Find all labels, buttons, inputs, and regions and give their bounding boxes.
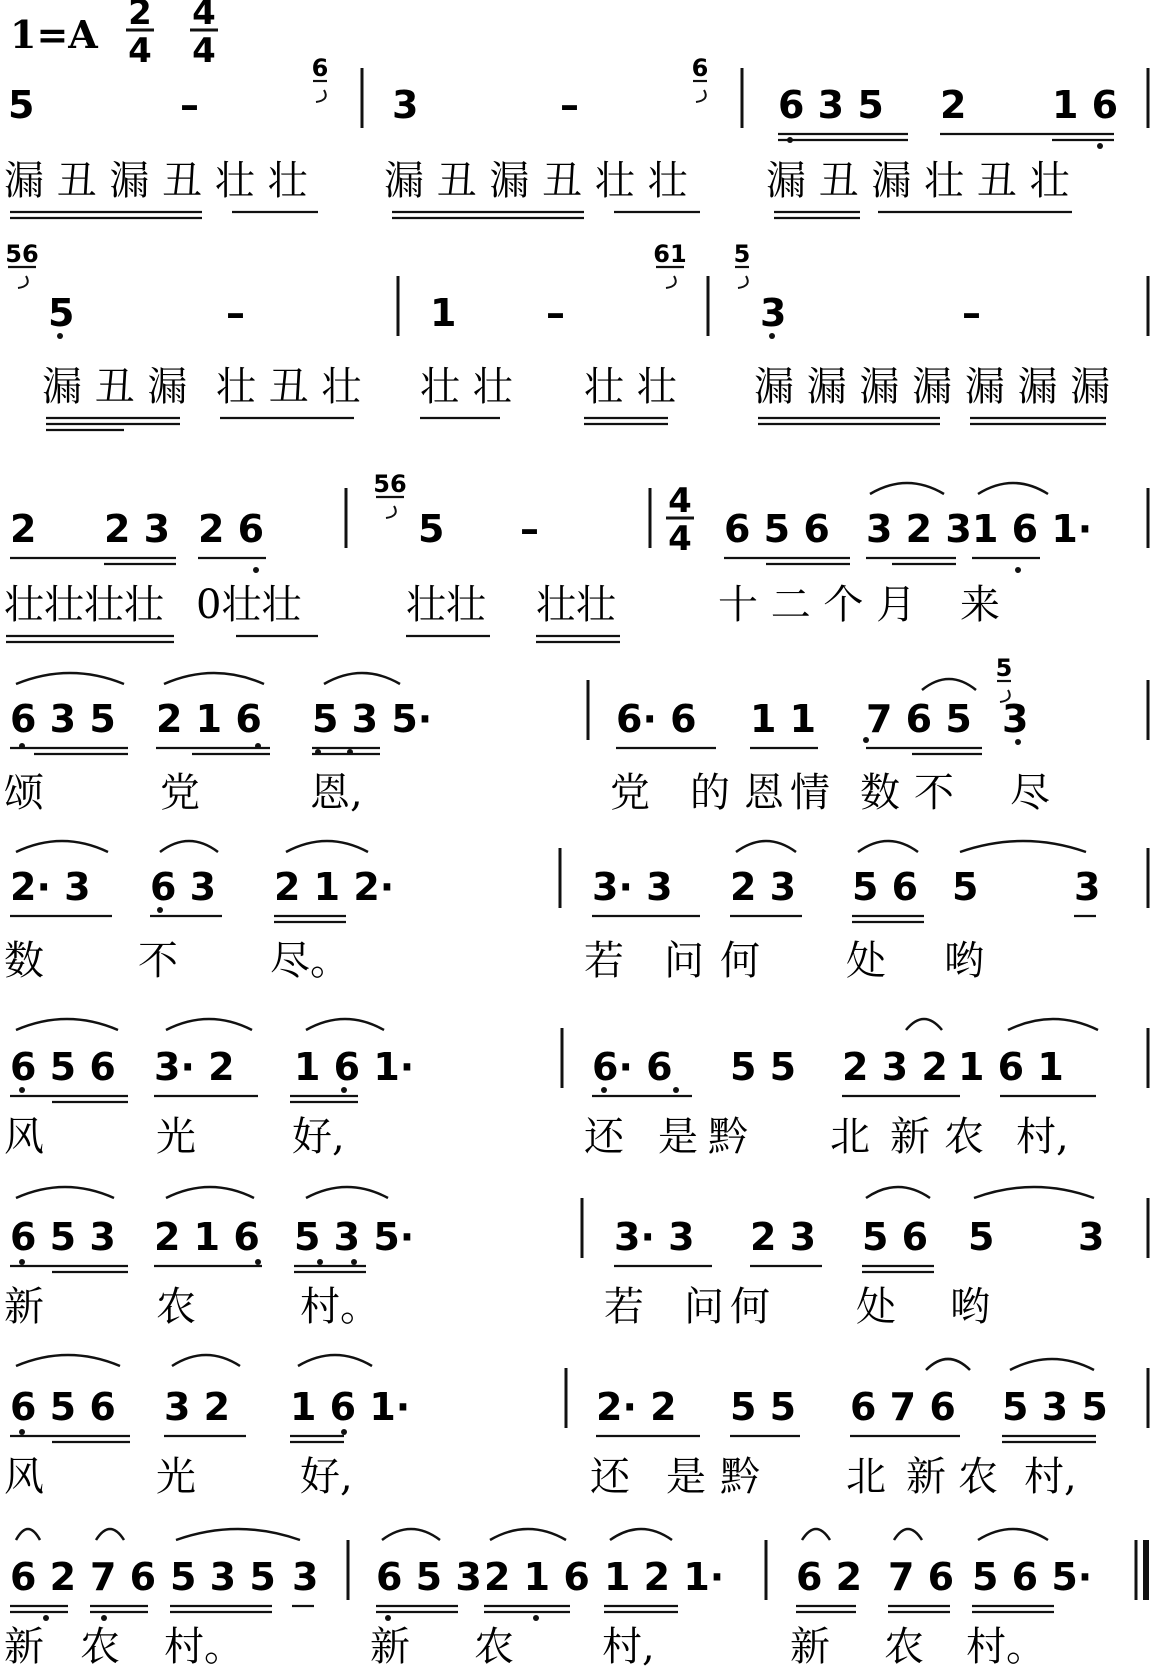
notation-note: 5 — [48, 291, 75, 335]
lyric: 农 — [474, 1624, 514, 1670]
slur — [16, 673, 124, 684]
octave-dot — [1015, 567, 1021, 573]
time-signature-2-4-top: 2 — [128, 0, 152, 33]
octave-dot — [341, 1429, 347, 1435]
lyric: 新 — [370, 1624, 410, 1670]
notation-note: 2 — [10, 507, 37, 551]
lyric: 村。 — [300, 1284, 380, 1330]
lyric: 还 — [584, 1114, 624, 1160]
notation-note: 7 6 5 — [866, 697, 972, 741]
notation-note: 3 — [392, 83, 419, 127]
grace-hook — [666, 276, 676, 288]
slur — [610, 1529, 672, 1540]
lyric: 不 — [914, 770, 954, 816]
notation-note: 2· 2 — [596, 1385, 677, 1429]
lyric: 数 — [4, 938, 44, 984]
lyric: 壮壮壮壮 — [4, 582, 164, 628]
slur — [298, 1355, 372, 1366]
slur — [164, 673, 264, 684]
slur — [324, 673, 400, 684]
lyric: 问 — [664, 938, 704, 984]
notation-note: 6 5 6 — [10, 1385, 116, 1429]
grace-note: 61 — [653, 240, 687, 268]
slur — [286, 841, 368, 852]
slur — [176, 1529, 300, 1540]
notation-note: 5 6 — [862, 1215, 929, 1259]
notation-note: 1 6 1· — [972, 507, 1093, 551]
slur — [16, 1019, 118, 1030]
lyric: 新 — [790, 1624, 830, 1670]
grace-hook — [738, 276, 748, 288]
notation-note: 5 3 5· — [312, 697, 433, 741]
notation-note: 5 3 5· — [294, 1215, 415, 1259]
notation-note: 2· 3 — [10, 865, 91, 909]
notation-note: 3 — [1002, 697, 1029, 741]
notation-note: 6 3 — [150, 865, 217, 909]
score-texts — [4, 0, 1118, 1670]
notation-note: 5 6 5· — [972, 1555, 1093, 1599]
notation-note: 5 3 5 — [170, 1555, 276, 1599]
lyric: 风 — [4, 1454, 44, 1500]
lyric: 好, — [300, 1454, 353, 1500]
notation-note: 2 3 — [104, 507, 171, 551]
notation-note: 3· 2 — [154, 1045, 235, 1089]
lyric: 漏 丑 漏 — [42, 364, 188, 410]
grace-hook — [696, 90, 706, 102]
slur — [858, 841, 918, 852]
lyric: 光 — [156, 1454, 196, 1500]
slur — [922, 679, 976, 690]
lyric: 村。 — [966, 1624, 1046, 1670]
octave-dot — [385, 1615, 391, 1621]
slur — [1010, 1359, 1094, 1370]
lyric: 黔 — [708, 1114, 748, 1160]
notation-note: 7 6 — [888, 1555, 955, 1599]
grace-note: 6 — [691, 54, 709, 82]
notation-note: 2 — [940, 83, 967, 127]
notation-note: 3 — [1078, 1215, 1105, 1259]
slur — [802, 1529, 830, 1540]
octave-dot — [253, 567, 259, 573]
slur — [306, 1187, 388, 1198]
notation-note: 2 1 2· — [274, 865, 395, 909]
lyric: 0壮壮 — [196, 582, 302, 628]
octave-dot — [533, 1615, 539, 1621]
lyric: 党 — [610, 770, 650, 816]
notation-note: 3 2 3 — [866, 507, 972, 551]
lyric: 是 — [658, 1114, 698, 1160]
slur — [870, 483, 944, 494]
notation-note: – — [520, 507, 539, 551]
lyric: 还 — [590, 1454, 630, 1500]
lyric: 恩 — [744, 770, 784, 816]
lyric: 壮壮 — [536, 582, 616, 628]
notation-note: 3 — [760, 291, 787, 335]
lyric: 好, — [292, 1114, 345, 1160]
slur — [926, 1359, 970, 1370]
lyric: 漏 漏 漏 漏 漏 漏 漏 — [754, 364, 1111, 410]
notation-note: 5 6 — [852, 865, 919, 909]
grace-note: 6 — [311, 54, 329, 82]
lyric: 漏 丑 漏 壮 丑 壮 — [766, 158, 1070, 204]
lyric: 新 — [4, 1284, 44, 1330]
lyric: 漏 丑 漏 丑 壮 壮 — [384, 158, 688, 204]
notation-note: 6 3 5 — [10, 697, 116, 741]
lyric: 恩, — [310, 770, 363, 816]
time-signature-change-top: 4 — [668, 481, 692, 521]
lyric: 壮壮 — [406, 582, 486, 628]
lyric: 农 — [156, 1284, 196, 1330]
slur — [16, 841, 108, 852]
lyric: 若 — [604, 1284, 644, 1330]
lyric: 来 — [960, 582, 1000, 628]
notation-note: 2 3 — [750, 1215, 817, 1259]
slur — [974, 1187, 1094, 1198]
notation-note: 6 5 3 — [376, 1555, 482, 1599]
lyric: 漏 丑 漏 丑 壮 壮 — [4, 158, 308, 204]
slur — [490, 1529, 566, 1540]
lyric: 新 — [4, 1624, 44, 1670]
notation-note: 1 6 — [1052, 83, 1119, 127]
notation-note: 2 3 2 — [842, 1045, 948, 1089]
notation-note: 6· 6 — [592, 1045, 673, 1089]
notation-note: 1 6 1· — [294, 1045, 415, 1089]
notation-note: 5 3 5 — [1002, 1385, 1108, 1429]
notation-note: 3 2 — [164, 1385, 231, 1429]
lyric: 新 — [890, 1114, 930, 1160]
octave-dot — [317, 1259, 323, 1265]
notation-note: 6 2 — [796, 1555, 863, 1599]
lyric: 农 — [884, 1624, 924, 1670]
lyric: 哟 — [950, 1284, 990, 1330]
notation-note: 5 — [968, 1215, 995, 1259]
time-signature-4-4-bottom: 4 — [192, 31, 216, 71]
notation-note: 6 5 3 — [10, 1215, 116, 1259]
slur — [978, 483, 1048, 494]
slur — [906, 1019, 942, 1030]
lyric: 处 — [856, 1284, 896, 1330]
lyric: 问 — [684, 1284, 724, 1330]
grace-hook — [18, 276, 28, 288]
lyric: 村, — [602, 1624, 655, 1670]
time-signature-2-4-bottom: 4 — [128, 31, 152, 71]
lyric: 何 — [720, 938, 760, 984]
slur — [736, 841, 796, 852]
slur — [96, 1529, 124, 1540]
slur — [16, 1529, 40, 1540]
lyric: 是 — [666, 1454, 706, 1500]
octave-dot — [19, 1429, 25, 1435]
notation-note: 6 5 6 — [724, 507, 830, 551]
slur — [166, 1187, 254, 1198]
notation-note: 6· 6 — [616, 697, 697, 741]
lyric: 农 — [944, 1114, 984, 1160]
lyric: 尽。 — [270, 938, 350, 984]
slur — [172, 1355, 240, 1366]
notation-note: 1 2 1· — [604, 1555, 725, 1599]
notation-note: 3· 3 — [592, 865, 673, 909]
lyric: 壮 丑 壮 — [216, 364, 362, 410]
lyric: 北 — [846, 1454, 886, 1500]
notation-note: 1 6 1· — [290, 1385, 411, 1429]
notation-note: 1 — [430, 291, 457, 335]
grace-hook — [316, 90, 326, 102]
lyric: 不 — [138, 938, 178, 984]
notation-note: 2 3 — [730, 865, 797, 909]
slur — [382, 1529, 440, 1540]
notation-note: 5 5 — [730, 1385, 797, 1429]
octave-dot — [19, 1259, 25, 1265]
notation-note: 5 5 — [730, 1045, 797, 1089]
lyric: 若 — [584, 938, 624, 984]
lyric: 农 — [958, 1454, 998, 1500]
notation-note: – — [560, 83, 579, 127]
lyric: 风 — [4, 1114, 44, 1160]
lyric: 颂 — [4, 770, 44, 816]
notation-note: 5 — [418, 507, 445, 551]
time-signature-4-4-top: 4 — [192, 0, 216, 33]
notation-note: 3· 3 — [614, 1215, 695, 1259]
lyric: 何 — [730, 1284, 770, 1330]
slur — [1008, 1019, 1098, 1030]
octave-dot — [787, 137, 793, 143]
grace-note: 56 — [5, 240, 39, 268]
lyric: 新 — [906, 1454, 946, 1500]
notation-note: 1 6 1 — [958, 1045, 1064, 1089]
lyric: 党 — [160, 770, 200, 816]
grace-note: 56 — [373, 470, 407, 498]
slur — [866, 1187, 930, 1198]
lyric: 处 — [846, 938, 886, 984]
grace-hook — [386, 506, 396, 518]
grace-note: 5 — [995, 654, 1013, 682]
notation-note: 2 1 6 — [156, 697, 262, 741]
slur — [166, 1019, 252, 1030]
octave-dot — [101, 1615, 107, 1621]
notation-note: 2 1 6 — [484, 1555, 590, 1599]
notation-note: 6 5 6 — [10, 1045, 116, 1089]
notation-note: 1 1 — [750, 697, 817, 741]
notation-note: 3 — [1074, 865, 1101, 909]
lyric: 黔 — [720, 1454, 760, 1500]
slur — [960, 841, 1086, 852]
notation-note: 7 6 — [90, 1555, 157, 1599]
octave-dot — [351, 1259, 357, 1265]
lyric: 哟 — [944, 938, 984, 984]
lyric: 北 — [830, 1114, 870, 1160]
lyric: 壮 壮 — [584, 364, 677, 410]
lyric: 村, — [1016, 1114, 1069, 1160]
slur — [306, 1019, 384, 1030]
time-signature-change-bottom: 4 — [668, 519, 692, 559]
octave-dot — [673, 1087, 679, 1093]
lyric: 光 — [156, 1114, 196, 1160]
slur — [160, 841, 218, 852]
notation-note: – — [226, 291, 245, 335]
lyric: 情 — [790, 770, 830, 816]
lyric: 村。 — [164, 1624, 244, 1670]
lyric: 壮 壮 — [420, 364, 513, 410]
grace-note: 5 — [733, 240, 751, 268]
octave-dot — [1097, 143, 1103, 149]
slur — [16, 1187, 114, 1198]
octave-dot — [255, 1259, 261, 1265]
lyric: 十 二 个 月 — [718, 582, 917, 628]
slur — [16, 1355, 120, 1366]
notation-note: – — [962, 291, 981, 335]
notation-note: 6 7 6 — [850, 1385, 956, 1429]
octave-dot — [43, 1615, 49, 1621]
slur — [978, 1529, 1048, 1540]
lyric: 尽 — [1010, 770, 1050, 816]
notation-note: 5 — [952, 865, 979, 909]
notation-note: 6 2 — [10, 1555, 77, 1599]
notation-note: – — [546, 291, 565, 335]
notation-note: 3 — [292, 1555, 319, 1599]
notation-note: 6 3 5 — [778, 83, 884, 127]
notation-note: – — [180, 83, 199, 127]
lyric: 村, — [1024, 1454, 1077, 1500]
lyric: 农 — [80, 1624, 120, 1670]
lyric: 的 — [690, 770, 730, 816]
key-signature: 1=A — [10, 12, 98, 57]
lyric: 数 — [860, 770, 900, 816]
notation-note: 2 6 — [198, 507, 265, 551]
notation-note: 5 — [8, 83, 35, 127]
notation-note: 2 1 6 — [154, 1215, 260, 1259]
slur — [894, 1529, 922, 1540]
